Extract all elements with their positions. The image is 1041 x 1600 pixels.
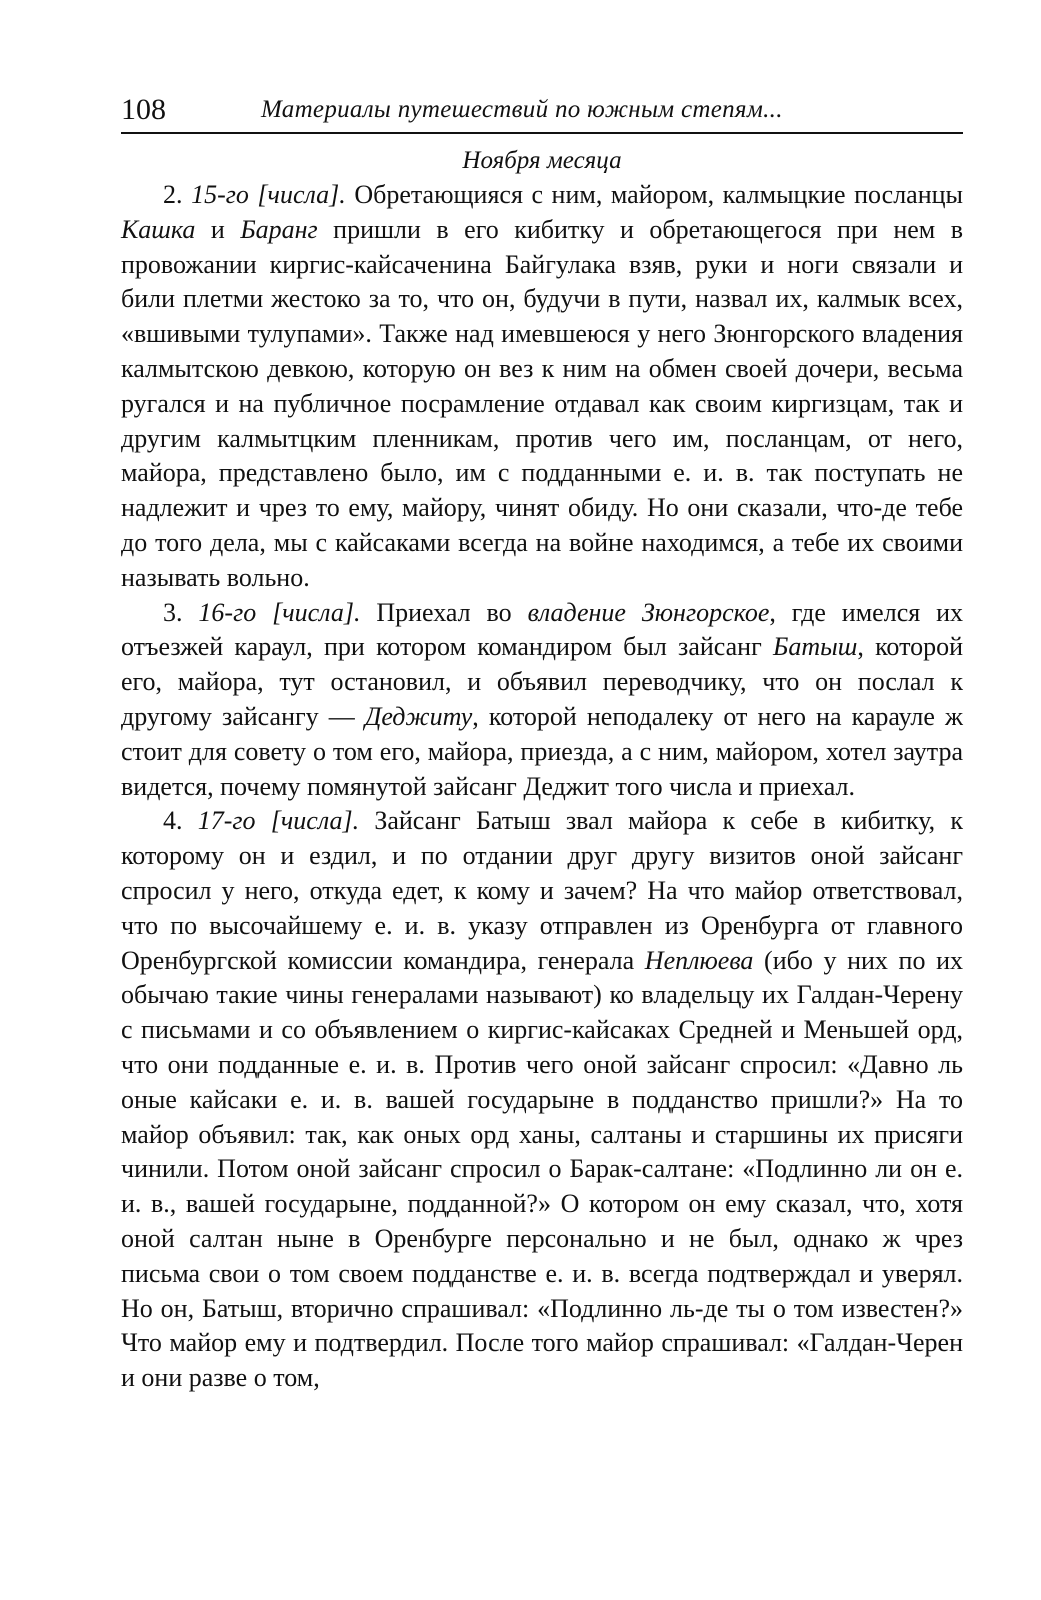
body-text: [121, 144, 963, 1396]
page-number: 108: [121, 93, 166, 126]
entry-paragraph-4: [121, 804, 963, 1396]
entry-number: 3.: [163, 597, 183, 627]
paragraph-text: Обретающияся с ним, майором, калмыцкие посланцы: [345, 180, 964, 209]
section-heading: Ноября месяца: [462, 147, 622, 174]
entry-date: 15-го [числа].: [191, 180, 346, 209]
person-name: Неплюева: [644, 945, 754, 975]
paragraph-text: пришли в его кибитку и обретающегося при нем в провожании киргис-кайсаченина Байгулака взяв, руки и ноги связали и били плетми жестоко за то, что он, будучи в пути, назвал их, калмык всех, «вшивыми тулупами». Также над имевшеюся у него Зюнгорского владения калмытскою девкою, которую он вез к ним на обмен своей дочери, весьма ругался и на публичное посрамление отдавал как своим киргизцам, так и другим калмытцким пленникам, против чего им, посланцам, от него, майора, представлено было, им с подданными е. и. в. так поступать не надлежит и чрез то ему, майору, чинят обиду. Но они сказали, что-де тебе до того дела, мы с кайсаками всегда на войне находимся, а тебе их своими называть вольно.: [121, 214, 963, 592]
entry-date: 17-го [числа].: [197, 806, 360, 836]
paragraph-text: , которой неподалеку от него на карауле ж стоит для совету о том его, майора, приезда, а с ним, майором, хотел заутра видется, почему помянутой зайсанг Деджит того числа и приехал.: [121, 701, 964, 801]
entry-number: 2.: [163, 180, 183, 209]
place-name: владение Зюнгорское: [527, 597, 770, 627]
person-name: Деджиту: [364, 701, 473, 731]
page-header: [121, 92, 963, 134]
entry-date: 16-го [числа].: [198, 597, 361, 627]
person-name: Кашка: [121, 214, 196, 244]
paragraph-text: , которой его, майора, тут остановил, и объявил переводчику, что он послал к другому зайсангу —: [121, 632, 963, 731]
paragraph-text: (ибо у них по их обычаю такие чины генералами называют) ко владельцу их Галдан-Черену с письмами и со объявлением о киргис-кайсаках Средней и Меньшей орд, что они подданные е. и. в. Против чего оной зайсанг спросил: «Давно ль оные кайсаки е. и. в. вашей государыне в подданство пришли?» На то майор объявил: так, как оных орд ханы, салтаны и старшины их присяги чинили. Потом оной зайсанг спросил о Барак-салтане: «Подлинно ли он е. и. в., вашей государыне, подданной?» О котором он ему сказал, что, хотя оной салтан ныне в Оренбурге персонально и не был, однако ж чрез письма свои о том своем подданстве е. и. в. всегда подтверждал и уверял. Но он, Батыш, вторично спрашивал: «Подлинно ль-де ты о том известен?» Что майор ему и подтвердил. После того майор спрашивал: «Галдан-Черен и они разве о том,: [121, 945, 963, 1393]
paragraph-text: Приехал во: [360, 597, 528, 627]
entry-paragraph-3: [121, 596, 963, 805]
paragraph-text: , где имелся их отъезжей караул, при котором командиром был зайсанг: [121, 597, 964, 662]
paragraph-text: Зайсанг Батыш звал майора к себе в кибитку, к которому он и ездил, и по отдании друг другу визитов оной зайсанг спросил у него, откуда едет, к кому и зачем? На что майор ответствовал, что по высочайшему е. и. в. указу отправлен из Оренбурга от главного Оренбургской комиссии командира, генерала: [121, 806, 963, 975]
person-name: Баранг: [240, 214, 318, 244]
running-title: Материалы путешествий по южным степям...: [261, 96, 783, 123]
paragraph-text: и: [195, 214, 241, 244]
entry-number: 4.: [163, 806, 183, 836]
entry-paragraph-2: [121, 178, 963, 596]
person-name: Батыш: [773, 632, 858, 662]
